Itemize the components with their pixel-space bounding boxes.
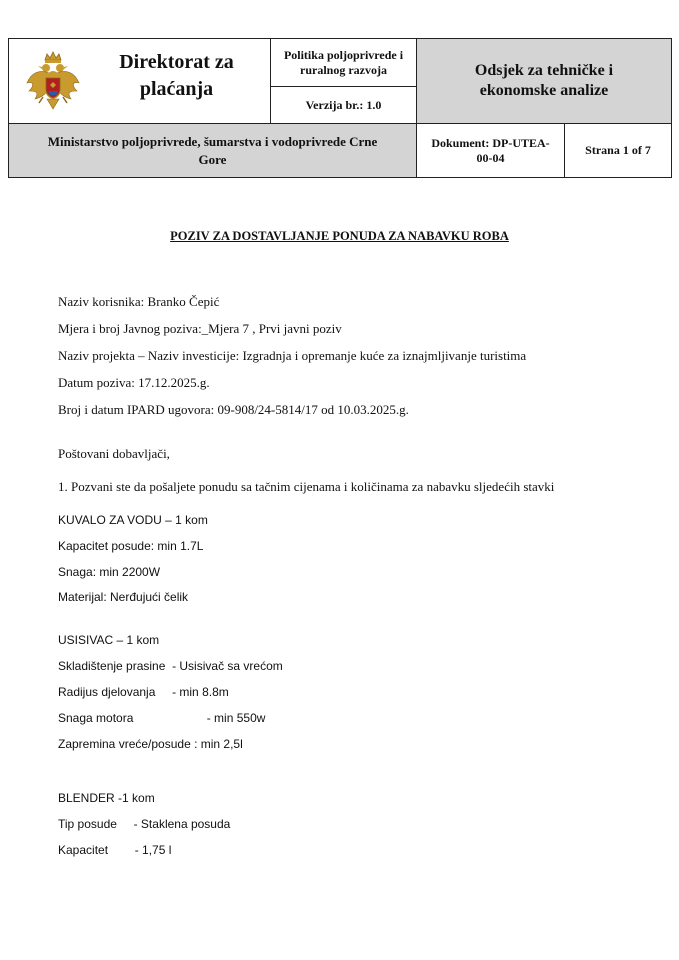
ministry-cell: [9, 124, 417, 178]
info-project: Naziv projekta – Naziv investicije: Izgradnja i opremanje kuće za iznajmljivanje turistima: [58, 348, 527, 363]
info-beneficiary: Naziv korisnika: Branko Čepić: [58, 294, 220, 309]
policy-line2: ruralnog razvoja: [300, 62, 387, 77]
item-spec: Radijus djelovanja - min 8.8m: [58, 685, 229, 699]
ministry-line1: Ministarstvo poljoprivrede, šumarstva i vodoprivrede Crne: [47, 133, 378, 149]
ministry-line2: Gore: [198, 151, 227, 167]
department-line2: ekonomske analize: [479, 82, 609, 99]
policy-line1: Politika poljoprivrede i: [283, 47, 404, 62]
info-contract: Broj i datum IPARD ugovora: 09-908/24-5814/17 od 10.03.2025.g.: [58, 402, 409, 417]
directorate-title: [87, 49, 266, 103]
document-header: [8, 38, 672, 178]
document-id-line2: 00-04: [476, 150, 505, 165]
department-cell: [417, 39, 672, 124]
directorate-title-line2: plaćanja: [139, 78, 214, 100]
item-spec: Zapremina vreće/posude : min 2,5l: [58, 737, 243, 751]
item-spec: Materijal: Nerđujući čelik: [58, 590, 189, 604]
intro-paragraph: 1. Pozvani ste da pošaljete ponudu sa tačnim cijenama i količinama za nabavku sljedećih stavki: [58, 479, 555, 494]
item-spec: Snaga motora - min 550w: [58, 711, 266, 725]
item-name: KUVALO ZA VODU – 1 kom: [58, 513, 208, 527]
directorate-cell: [9, 39, 271, 124]
item-spec: Kapacitet - 1,75 l: [58, 843, 172, 857]
greeting: Poštovani dobavljači,: [58, 446, 170, 461]
document-id-cell: [417, 124, 565, 178]
item-spec: Snaga: min 2200W: [58, 565, 161, 579]
document-id-line1: Dokument: DP-UTEA-: [431, 135, 550, 150]
info-date: Datum poziva: 17.12.2025.g.: [58, 375, 210, 390]
department-line1: Odsjek za tehničke i: [474, 62, 614, 79]
item-spec: Tip posude - Staklena posuda: [58, 817, 231, 831]
version-cell: Verzija br.: 1.0: [271, 87, 417, 124]
item-name: BLENDER -1 kom: [58, 791, 155, 805]
document-title: POZIV ZA DOSTAVLJANJE PONUDA ZA NABAVKU ROBA: [170, 229, 509, 243]
item-spec: Kapacitet posude: min 1.7L: [58, 539, 204, 553]
item-spec: Skladištenje prasine - Usisivač sa vrećom: [58, 659, 283, 673]
montenegro-emblem-icon: [25, 51, 81, 113]
page-number-cell: Strana 1 of 7: [565, 124, 672, 178]
directorate-title-line1: Direktorat za: [119, 51, 234, 73]
info-call: Mjera i broj Javnog poziva:_Mjera 7 , Prvi javni poziv: [58, 321, 342, 336]
policy-cell: [271, 39, 417, 87]
item-name: USISIVAC – 1 kom: [58, 633, 160, 647]
